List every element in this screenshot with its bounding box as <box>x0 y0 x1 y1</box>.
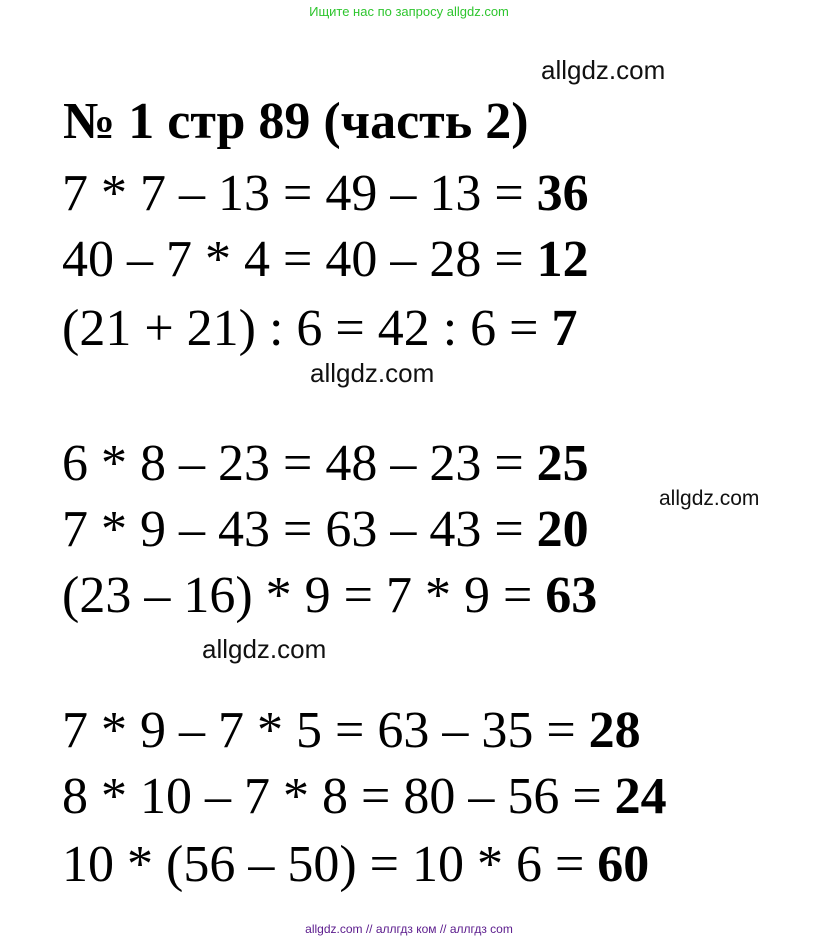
equation-expression: 7 * 9 – 43 = 63 – 43 = <box>62 501 537 558</box>
equation-answer: 24 <box>614 768 667 825</box>
equation-answer: 25 <box>536 435 589 492</box>
equation-line <box>62 299 578 358</box>
equation-expression: 10 * (56 – 50) = 10 * 6 = <box>62 836 598 893</box>
equation-answer: 12 <box>536 231 589 288</box>
equation-line <box>62 767 667 826</box>
equation-answer: 28 <box>588 702 641 759</box>
page-title: № 1 стр 89 (часть 2) <box>63 93 529 150</box>
equation-expression: 6 * 8 – 23 = 48 – 23 = <box>62 435 537 492</box>
equation-line <box>62 701 641 760</box>
equation-answer: 36 <box>536 165 589 222</box>
equation-answer: 63 <box>545 567 598 624</box>
equation-expression: 7 * 7 – 13 = 49 – 13 = <box>62 165 537 222</box>
equation-answer: 7 <box>551 300 578 357</box>
footer-links: allgdz.com // аллгдз ком // аллгдз com <box>305 922 513 936</box>
equation-expression: (21 + 21) : 6 = 42 : 6 = <box>62 300 552 357</box>
watermark: allgdz.com <box>659 487 760 510</box>
equation-answer: 20 <box>536 501 589 558</box>
equation-line <box>62 566 597 625</box>
equation-expression: 8 * 10 – 7 * 8 = 80 – 56 = <box>62 768 615 825</box>
equation-line <box>62 434 589 493</box>
equation-answer: 60 <box>597 836 650 893</box>
watermark: allgdz.com <box>541 55 666 85</box>
equation-line <box>62 835 649 894</box>
watermark: allgdz.com <box>202 634 327 664</box>
equation-line <box>62 500 589 559</box>
watermark: allgdz.com <box>310 358 435 388</box>
equation-line <box>62 164 589 223</box>
equation-expression: (23 – 16) * 9 = 7 * 9 = <box>62 567 546 624</box>
equation-line <box>62 230 589 289</box>
equation-expression: 40 – 7 * 4 = 40 – 28 = <box>62 231 537 288</box>
equation-expression: 7 * 9 – 7 * 5 = 63 – 35 = <box>62 702 589 759</box>
top-banner: Ищите нас по запросу allgdz.com <box>309 4 509 19</box>
